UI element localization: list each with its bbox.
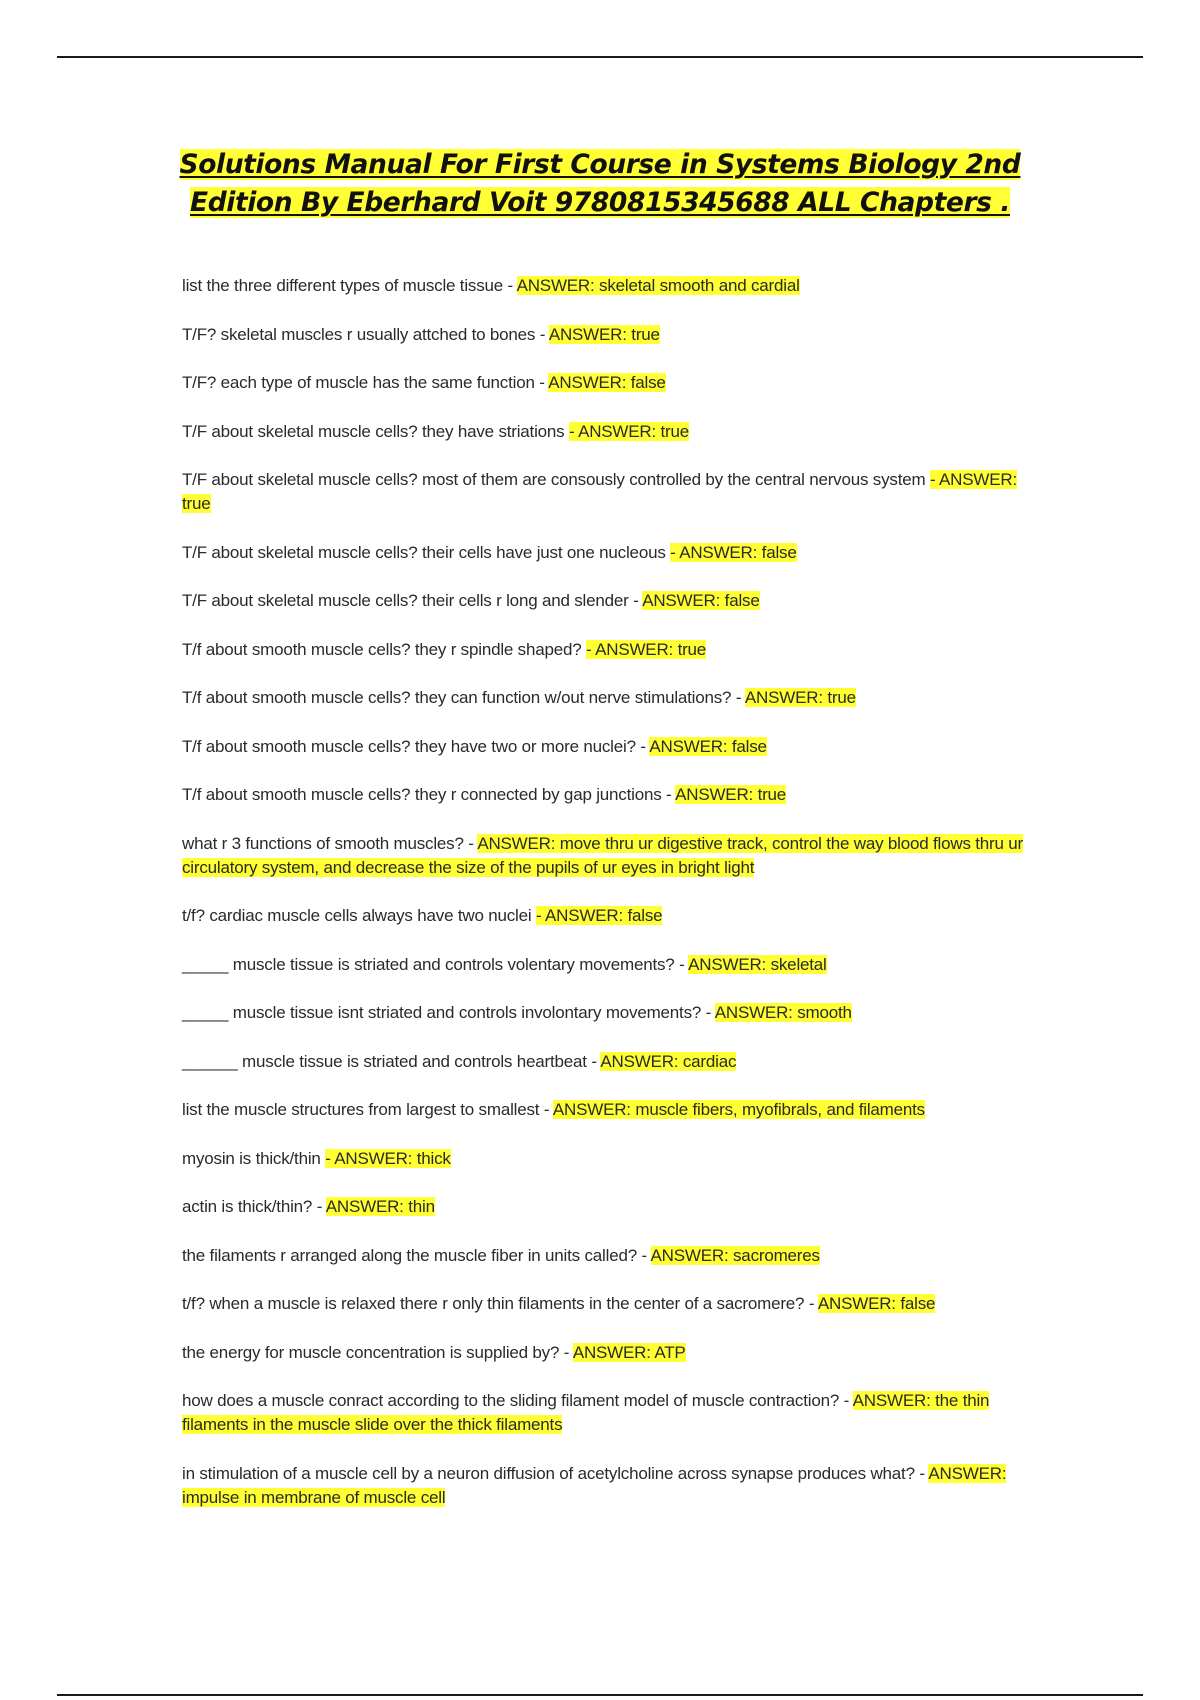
question-text: what r 3 functions of smooth muscles? xyxy=(182,833,469,853)
answer-text: ANSWER: cardiac xyxy=(600,1051,737,1071)
qa-item xyxy=(182,589,1032,613)
question-text: T/f about smooth muscle cells? they r connected by gap junctions xyxy=(182,785,667,804)
question-text: ______ muscle tissue is striated and controls heartbeat xyxy=(182,1051,592,1071)
question-text: t/f? when a muscle is relaxed there r only thin filaments in the center of a sacromere? xyxy=(182,1294,809,1313)
answer-text: ANSWER: true xyxy=(675,785,787,804)
answer-text: ANSWER: move thru ur digestive track, control the way blood flows thru ur circulatory system, and decrease the size of the pupils of ur eyes in bright light xyxy=(182,833,1024,877)
answer-separator: - xyxy=(569,421,575,441)
answer-separator: - xyxy=(539,324,546,344)
question-text: t/f? cardiac muscle cells always have two nuclei xyxy=(182,906,536,925)
answer-separator: - xyxy=(670,542,676,562)
qa-item xyxy=(182,904,1032,928)
answer-text: ANSWER: muscle fibers, myofibrals, and filaments xyxy=(552,1100,925,1119)
qa-item xyxy=(182,1389,1032,1437)
question-text: list the muscle structures from largest to smallest xyxy=(182,1100,544,1119)
question-text: T/f about smooth muscle cells? they have two or more nuclei? xyxy=(182,736,641,756)
qa-item xyxy=(182,783,1032,807)
answer-text: ANSWER: true xyxy=(744,688,856,707)
answer-text: ANSWER: ATP xyxy=(572,1342,686,1362)
answer-text: ANSWER: the thin filaments in the muscle slide over the thick filaments xyxy=(182,1391,990,1434)
question-text: _____ muscle tissue isnt striated and controls involontary movements? xyxy=(182,1003,706,1022)
answer-text: ANSWER: impulse in membrane of muscle cell xyxy=(182,1463,1007,1507)
qa-item xyxy=(182,638,1032,662)
answer-separator: - xyxy=(325,1148,331,1168)
qa-list xyxy=(182,274,1032,1534)
answer-text: ANSWER: skeletal smooth and cardial xyxy=(516,276,800,295)
answer-text: ANSWER: skeletal xyxy=(688,954,827,974)
qa-item xyxy=(182,420,1032,444)
answer-text: ANSWER: thin xyxy=(325,1197,435,1216)
answer-separator: - xyxy=(586,639,592,659)
top-rule xyxy=(57,56,1143,58)
question-text: T/F about skeletal muscle cells? they have striations xyxy=(182,421,569,441)
answer-separator: - xyxy=(563,1342,570,1362)
question-text: T/F about skeletal muscle cells? their cells have just one nucleous xyxy=(182,542,671,562)
question-text: list the three different types of muscle tissue xyxy=(182,276,508,295)
document-title xyxy=(150,146,1050,222)
answer-separator: - xyxy=(468,833,474,853)
answer-text: ANSWER: false xyxy=(642,591,760,610)
qa-item xyxy=(182,1462,1032,1510)
answer-text: ANSWER: true xyxy=(548,324,660,344)
qa-item xyxy=(182,1292,1032,1316)
qa-item xyxy=(182,1050,1032,1074)
answer-text: ANSWER: sacromeres xyxy=(650,1245,820,1265)
answer-separator: - xyxy=(543,1100,550,1119)
question-text: the filaments r arranged along the muscle fiber in units called? xyxy=(182,1245,642,1265)
answer-separator: - xyxy=(535,906,542,925)
qa-item xyxy=(182,468,1032,516)
answer-text: ANSWER: smooth xyxy=(714,1003,852,1022)
answer-separator: - xyxy=(735,688,742,707)
answer-separator: - xyxy=(808,1294,815,1313)
qa-item xyxy=(182,541,1032,565)
question-text: T/F about skeletal muscle cells? their cells r long and slender xyxy=(182,591,634,610)
qa-item xyxy=(182,371,1032,395)
qa-item xyxy=(182,1147,1032,1171)
answer-separator: - xyxy=(679,954,685,974)
answer-separator: - xyxy=(633,591,639,610)
answer-separator: - xyxy=(641,1245,647,1265)
answer-text: ANSWER: true xyxy=(578,421,690,441)
document-title-text: Solutions Manual For First Course in Systems Biology 2nd Edition By Eberhard Voit 9780815345688 ALL Chapters . xyxy=(179,149,1021,218)
question-text: T/F? skeletal muscles r usually attched to bones xyxy=(182,324,540,344)
question-text: T/f about smooth muscle cells? they r spindle shaped? xyxy=(182,639,587,659)
answer-separator: - xyxy=(929,470,936,489)
question-text: T/F about skeletal muscle cells? most of them are consously controlled by the central nervous system xyxy=(182,470,930,489)
qa-item xyxy=(182,1195,1032,1219)
answer-text: ANSWER: false xyxy=(548,373,666,392)
qa-item xyxy=(182,1341,1032,1365)
qa-item xyxy=(182,686,1032,710)
bottom-rule xyxy=(57,1694,1143,1696)
answer-separator: - xyxy=(919,1463,925,1483)
qa-item xyxy=(182,323,1032,347)
answer-separator: - xyxy=(507,276,513,295)
question-text: _____ muscle tissue is striated and controls volentary movements? xyxy=(182,954,680,974)
question-text: T/f about smooth muscle cells? they can function w/out nerve stimulations? xyxy=(182,688,736,707)
qa-item xyxy=(182,1098,1032,1122)
answer-text: ANSWER: false xyxy=(679,542,797,562)
answer-text: ANSWER: false xyxy=(649,736,767,756)
answer-separator: - xyxy=(666,785,672,804)
answer-text: ANSWER: false xyxy=(817,1294,936,1313)
qa-item xyxy=(182,1001,1032,1025)
answer-separator: - xyxy=(640,736,646,756)
answer-text: ANSWER: true xyxy=(595,639,707,659)
answer-separator: - xyxy=(591,1051,597,1071)
qa-item xyxy=(182,1244,1032,1268)
answer-separator: - xyxy=(539,373,545,392)
answer-text: ANSWER: true xyxy=(182,470,1017,513)
qa-item xyxy=(182,832,1032,880)
answer-separator: - xyxy=(705,1003,712,1022)
question-text: myosin is thick/thin xyxy=(182,1148,326,1168)
qa-item xyxy=(182,735,1032,759)
question-text: actin is thick/thin? xyxy=(182,1197,317,1216)
question-text: in stimulation of a muscle cell by a neuron diffusion of acetylcholine across synapse produces what? xyxy=(182,1463,920,1483)
answer-text: ANSWER: thick xyxy=(334,1148,451,1168)
answer-separator: - xyxy=(843,1391,850,1410)
qa-item xyxy=(182,953,1032,977)
qa-item xyxy=(182,274,1032,298)
question-text: the energy for muscle concentration is supplied by? xyxy=(182,1342,564,1362)
answer-separator: - xyxy=(316,1197,323,1216)
question-text: how does a muscle conract according to the sliding filament model of muscle contraction? xyxy=(182,1391,844,1410)
answer-text: ANSWER: false xyxy=(545,906,663,925)
question-text: T/F? each type of muscle has the same function xyxy=(182,373,540,392)
